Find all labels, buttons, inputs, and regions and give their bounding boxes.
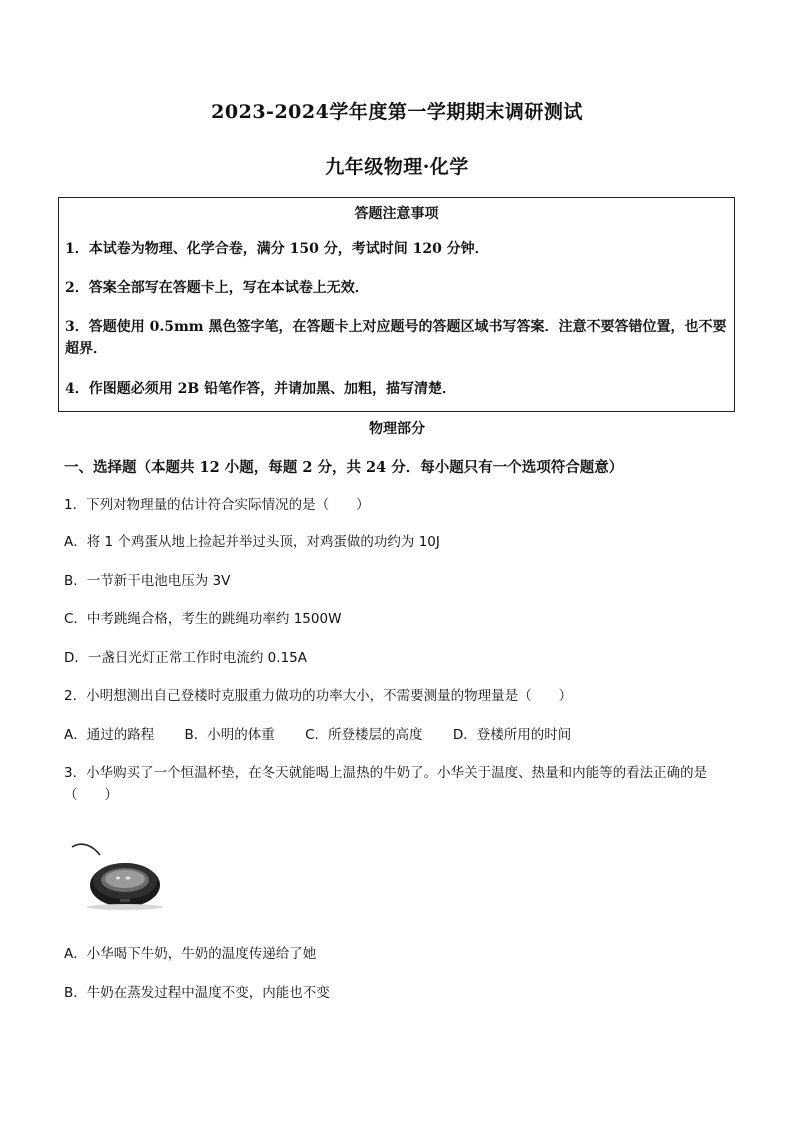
page-subtitle: 九年级物理·化学 (325, 156, 469, 178)
question-3-option-b: B．牛奶在蒸发过程中温度不变，内能也不变 (64, 985, 330, 1001)
question-1-option-d: D．一盏日光灯正常工作时电流约 0.15A (64, 650, 307, 666)
notice-heading: 答题注意事项 (354, 206, 439, 222)
question-3-stem: 3．小华购买了一个恒温杯垫，在冬天就能喝上温热的牛奶了。小华关于温度、热量和内能等的看法正确的是（ ） (64, 765, 708, 803)
notice-item-4: 4．作图题必须用 2B 铅笔作答，并请加黑、加粗，描写清楚． (65, 381, 457, 397)
question-2-option-b: B．小明的体重 (184, 727, 275, 743)
question-2-option-c: C．所登楼层的高度 (305, 727, 423, 743)
page-title: 2023-2024学年度第一学期期末调研测试 (211, 101, 583, 123)
notice-item-1: 1．本试卷为物理、化学合卷，满分 150 分，考试时间 120 分钟． (65, 241, 489, 257)
section-heading: 物理部分 (369, 421, 425, 437)
notice-item-2: 2．答案全部写在答题卡上，写在本试卷上无效． (65, 280, 369, 296)
question-1-option-b: B．一节新干电池电压为 3V (64, 573, 231, 589)
question-type-heading: 一、选择题（本题共 12 小题，每题 2 分，共 24 分．每小题只有一个选项符合题意） (64, 459, 624, 476)
notice-item-3: 3．答题使用 0.5mm 黑色签字笔，在答题卡上对应题号的答题区域书写答案．注意不要答错位置，也不要超界． (65, 319, 727, 357)
question-1-option-c: C．中考跳绳合格，考生的跳绳功率约 1500W (64, 611, 342, 627)
question-1-stem: 1．下列对物理量的估计符合实际情况的是（ ） (64, 497, 370, 513)
notice-box (58, 197, 735, 412)
question-1-option-a: A．将 1 个鸡蛋从地上捡起并举过头顶，对鸡蛋做的功约为 10J (64, 534, 440, 550)
heating-pad-icon (70, 835, 180, 915)
question-2-options (64, 724, 734, 746)
question-2-stem: 2．小明想测出自己登楼时克服重力做功的功率大小，不需要测量的物理量是（ ） (64, 688, 573, 704)
question-2-option-a: A．通过的路程 (64, 727, 155, 743)
question-2-option-d: D．登楼所用的时间 (452, 727, 572, 743)
question-3-option-a: A．小华喝下牛奶，牛奶的温度传递给了她 (64, 946, 317, 962)
